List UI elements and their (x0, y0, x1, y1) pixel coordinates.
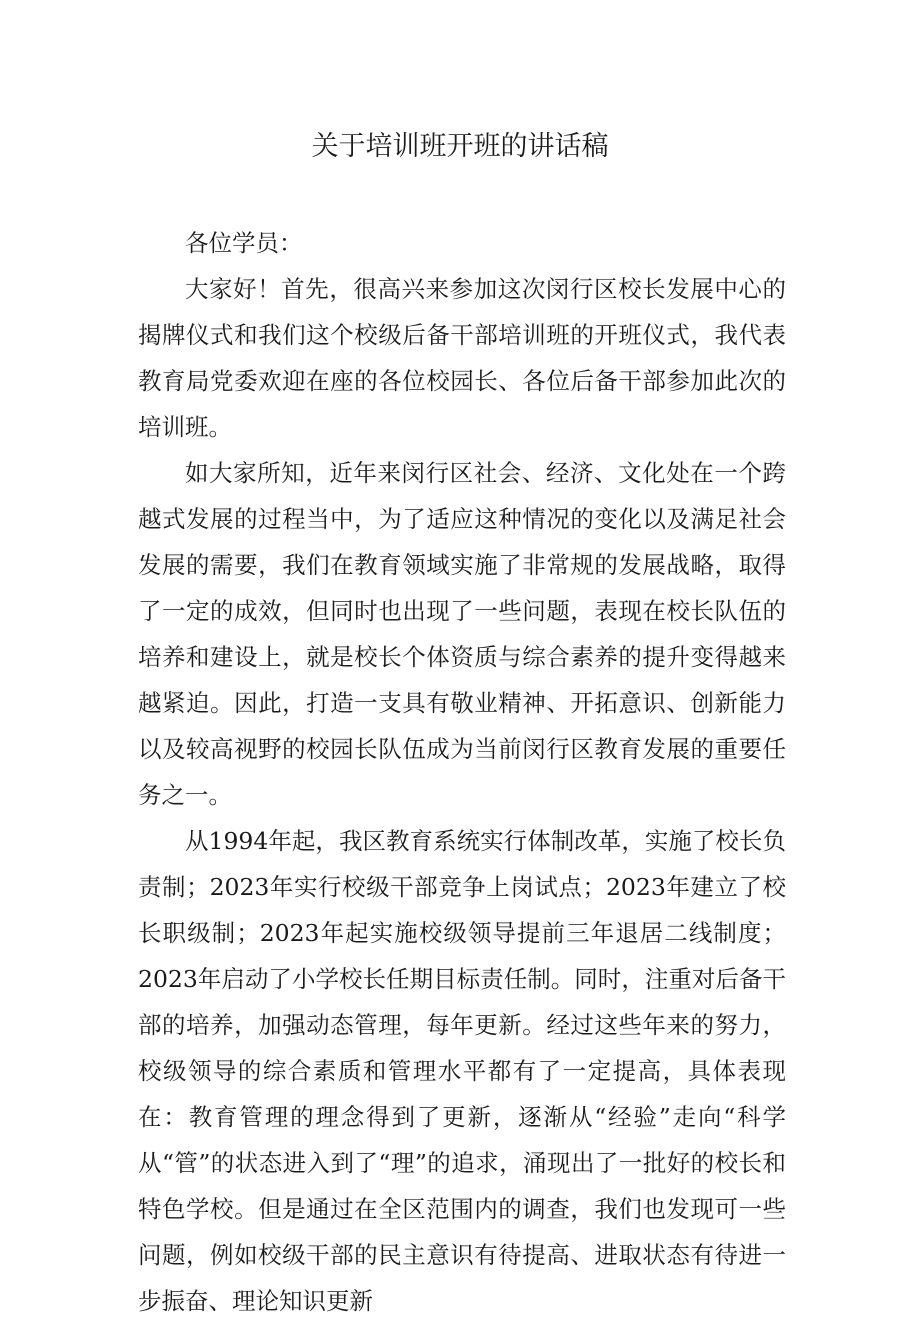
salutation: 各位学员： (185, 229, 303, 257)
paragraph-2: 如大家所知，近年来闵行区社会、经济、文化处在一个跨越式发展的过程当中，为了适应这种情况的变化以及满足社会发展的需要，我们在教育领域实施了非常规的发展战略，取得了一定的成效，但同时也出现了一些问题，表现在校长队伍的培养和建设上，就是校长个体资质与综合素养的提升变得越来越紧迫。因此，打造一支具有敬业精神、开拓意识、创新能力以及较高视野的校园长队伍成为当前闵行区教育发展的重要任务之一。 (138, 459, 786, 809)
document-title: 关于培训班开班的讲话稿 (311, 131, 609, 162)
paragraph-1: 大家好！首先，很高兴来参加这次闵行区校长发展中心的揭牌仪式和我们这个校级后备干部培训班的开班仪式，我代表教育局党委欢迎在座的各位校园长、各位后备干部参加此次的培训班。 (138, 275, 786, 441)
paragraph-3: 从1994年起，我区教育系统实行体制改革，实施了校长负责制；2023年实行校级干部竞争上岗试点；2023年建立了校长职级制；2023年起实施校级领导提前三年退居二线制度；2023年启动了小学校长任期目标责任制。同时，注重对后备干部的培养，加强动态管理，每年更新。经过这些年来的努力，校级领导的综合素质和管理水平都有了一定提高，具体表现在：教育管理的理念得到了更新，逐渐从“经验”走向“科学从“管”的状态进入到了“理”的追求，涌现出了一批好的校长和特色学校。但是通过在全区范围内的调查，我们也发现可一些问题，例如校级干部的民主意识有待提高、进取状态有待进一步振奋、理论知识更新 (138, 827, 786, 1315)
document-body (138, 220, 786, 1324)
